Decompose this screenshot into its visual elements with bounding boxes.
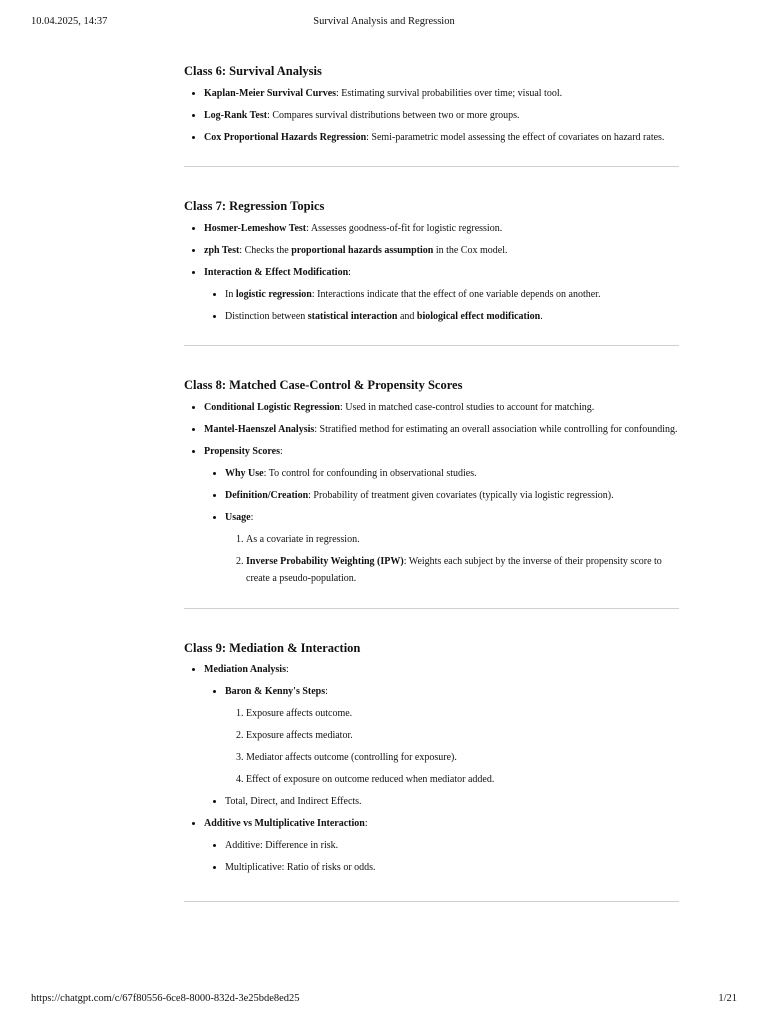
list-item xyxy=(246,705,679,723)
list-item xyxy=(204,85,679,103)
term: Cox Proportional Hazards Regression xyxy=(204,131,367,143)
description: : Stratified method for estimating an overall association while controlling for confounding. xyxy=(314,423,678,435)
term: Additive vs Multiplicative Interaction xyxy=(204,818,365,829)
document-content xyxy=(184,52,679,902)
list-item xyxy=(225,487,679,505)
emphasis: statistical interaction xyxy=(307,310,398,322)
description: : Used in matched case-control studies to account for matching. xyxy=(339,401,595,413)
print-header xyxy=(31,16,737,32)
page-url: https://chatgpt.com/c/67f80556-6ce8-8000-832d-3e25bde8ed25 xyxy=(31,993,300,1004)
section-class-9 xyxy=(184,609,679,902)
description: : Weights each subject by the inverse of their propensity score to create a pseudo-population. xyxy=(246,555,662,584)
description: in the Cox model. xyxy=(433,244,508,256)
emphasis: logistic regression xyxy=(235,288,312,300)
section-heading: Class 8: Matched Case-Control & Propensity Scores xyxy=(184,378,463,392)
list-item xyxy=(246,727,679,745)
sub-bullet-list xyxy=(204,683,679,811)
term: Usage xyxy=(225,511,251,523)
page-number: 1/21 xyxy=(718,993,737,1004)
description: As a covariate in regression. xyxy=(246,533,360,545)
term: Inverse Probability Weighting (IPW) xyxy=(246,555,404,567)
description: : To control for confounding in observational studies. xyxy=(263,467,477,479)
description: : Checks the xyxy=(239,244,292,256)
description: : Interactions indicate that the effect of one variable depends on another. xyxy=(311,288,601,300)
description: : Assesses goodness-of-fit for logistic regression. xyxy=(306,222,503,234)
list-item xyxy=(225,509,679,588)
section-class-7 xyxy=(184,167,679,346)
list-item xyxy=(246,771,679,789)
description: Multiplicative: Ratio of risks or odds. xyxy=(225,862,376,873)
sub-bullet-list xyxy=(204,465,679,588)
section-class-8 xyxy=(184,346,679,609)
list-item xyxy=(246,531,679,549)
term: Log-Rank Test xyxy=(204,109,268,121)
list-item xyxy=(204,815,679,877)
description: : Semi-parametric model assessing the effect of covariates on hazard rates. xyxy=(366,131,665,143)
list-item: • Distinction between statistical interaction and biological effect modification. xyxy=(225,308,679,326)
list-item xyxy=(225,793,679,811)
bullet-list xyxy=(184,220,679,326)
term: Definition/Creation xyxy=(225,489,309,501)
description: : xyxy=(250,511,254,523)
description: : Probability of treatment given covariates (typically via logistic regression). xyxy=(308,489,614,501)
description: : Estimating survival probabilities over time; visual tool. xyxy=(336,87,563,99)
numbered-list xyxy=(225,531,679,588)
list-item xyxy=(225,465,679,483)
term: Propensity Scores xyxy=(204,445,281,457)
term: Mediation Analysis xyxy=(204,664,286,675)
document-title: Survival Analysis and Regression xyxy=(313,16,455,27)
description: Exposure affects mediator. xyxy=(246,730,353,741)
numbered-list xyxy=(225,705,679,789)
bullet-list xyxy=(184,85,679,147)
section-heading: Class 6: Survival Analysis xyxy=(184,64,322,78)
list-item xyxy=(225,837,679,855)
list-item xyxy=(246,749,679,767)
term: Why Use xyxy=(225,467,264,479)
list-item xyxy=(204,129,679,147)
list-item xyxy=(246,553,679,588)
bullet-list xyxy=(184,399,679,588)
list-item xyxy=(204,421,679,439)
term: Interaction & Effect Modification xyxy=(204,266,349,278)
description: Exposure affects outcome. xyxy=(246,708,353,719)
list-item xyxy=(225,859,679,877)
list-item xyxy=(204,661,679,811)
list-item xyxy=(204,107,679,125)
description: Total, Direct, and Indirect Effects. xyxy=(225,796,362,807)
bullet-list xyxy=(184,661,679,877)
list-item xyxy=(204,443,679,588)
section-heading: Class 7: Regression Topics xyxy=(184,199,325,213)
term: Mantel-Haenszel Analysis xyxy=(204,423,315,435)
description: Additive: Difference in risk. xyxy=(225,840,339,851)
list-item xyxy=(204,220,679,238)
section-heading: Class 9: Mediation & Interaction xyxy=(184,640,361,655)
term: zph Test xyxy=(204,244,240,256)
list-item xyxy=(204,399,679,417)
list-item: • In logistic regression: Interactions indicate that the effect of one variable depends on another. xyxy=(225,286,679,304)
list-item xyxy=(225,683,679,789)
description: : xyxy=(348,266,351,278)
list-item xyxy=(204,264,679,326)
description: : xyxy=(325,686,328,697)
sub-bullet-list xyxy=(204,837,679,877)
list-item xyxy=(204,242,679,260)
section-class-6 xyxy=(184,52,679,167)
print-datetime: 10.04.2025, 14:37 xyxy=(31,16,108,27)
description: Effect of exposure on outcome reduced when mediator added. xyxy=(246,774,495,785)
description: : xyxy=(364,818,368,829)
term: Conditional Logistic Regression xyxy=(204,401,340,413)
description: : xyxy=(280,445,283,457)
emphasis: biological effect modification xyxy=(416,310,541,322)
description: : Compares survival distributions between two or more groups. xyxy=(267,109,520,121)
print-footer xyxy=(31,993,737,1009)
term: Kaplan-Meier Survival Curves xyxy=(204,87,337,99)
description: Mediator affects outcome (controlling for exposure). xyxy=(246,752,457,763)
term: Hosmer-Lemeshow Test xyxy=(204,222,307,234)
term: Baron & Kenny's Steps xyxy=(225,686,326,697)
sub-bullet-list xyxy=(204,286,679,326)
description: : xyxy=(285,664,289,675)
emphasis: proportional hazards assumption xyxy=(291,244,434,256)
